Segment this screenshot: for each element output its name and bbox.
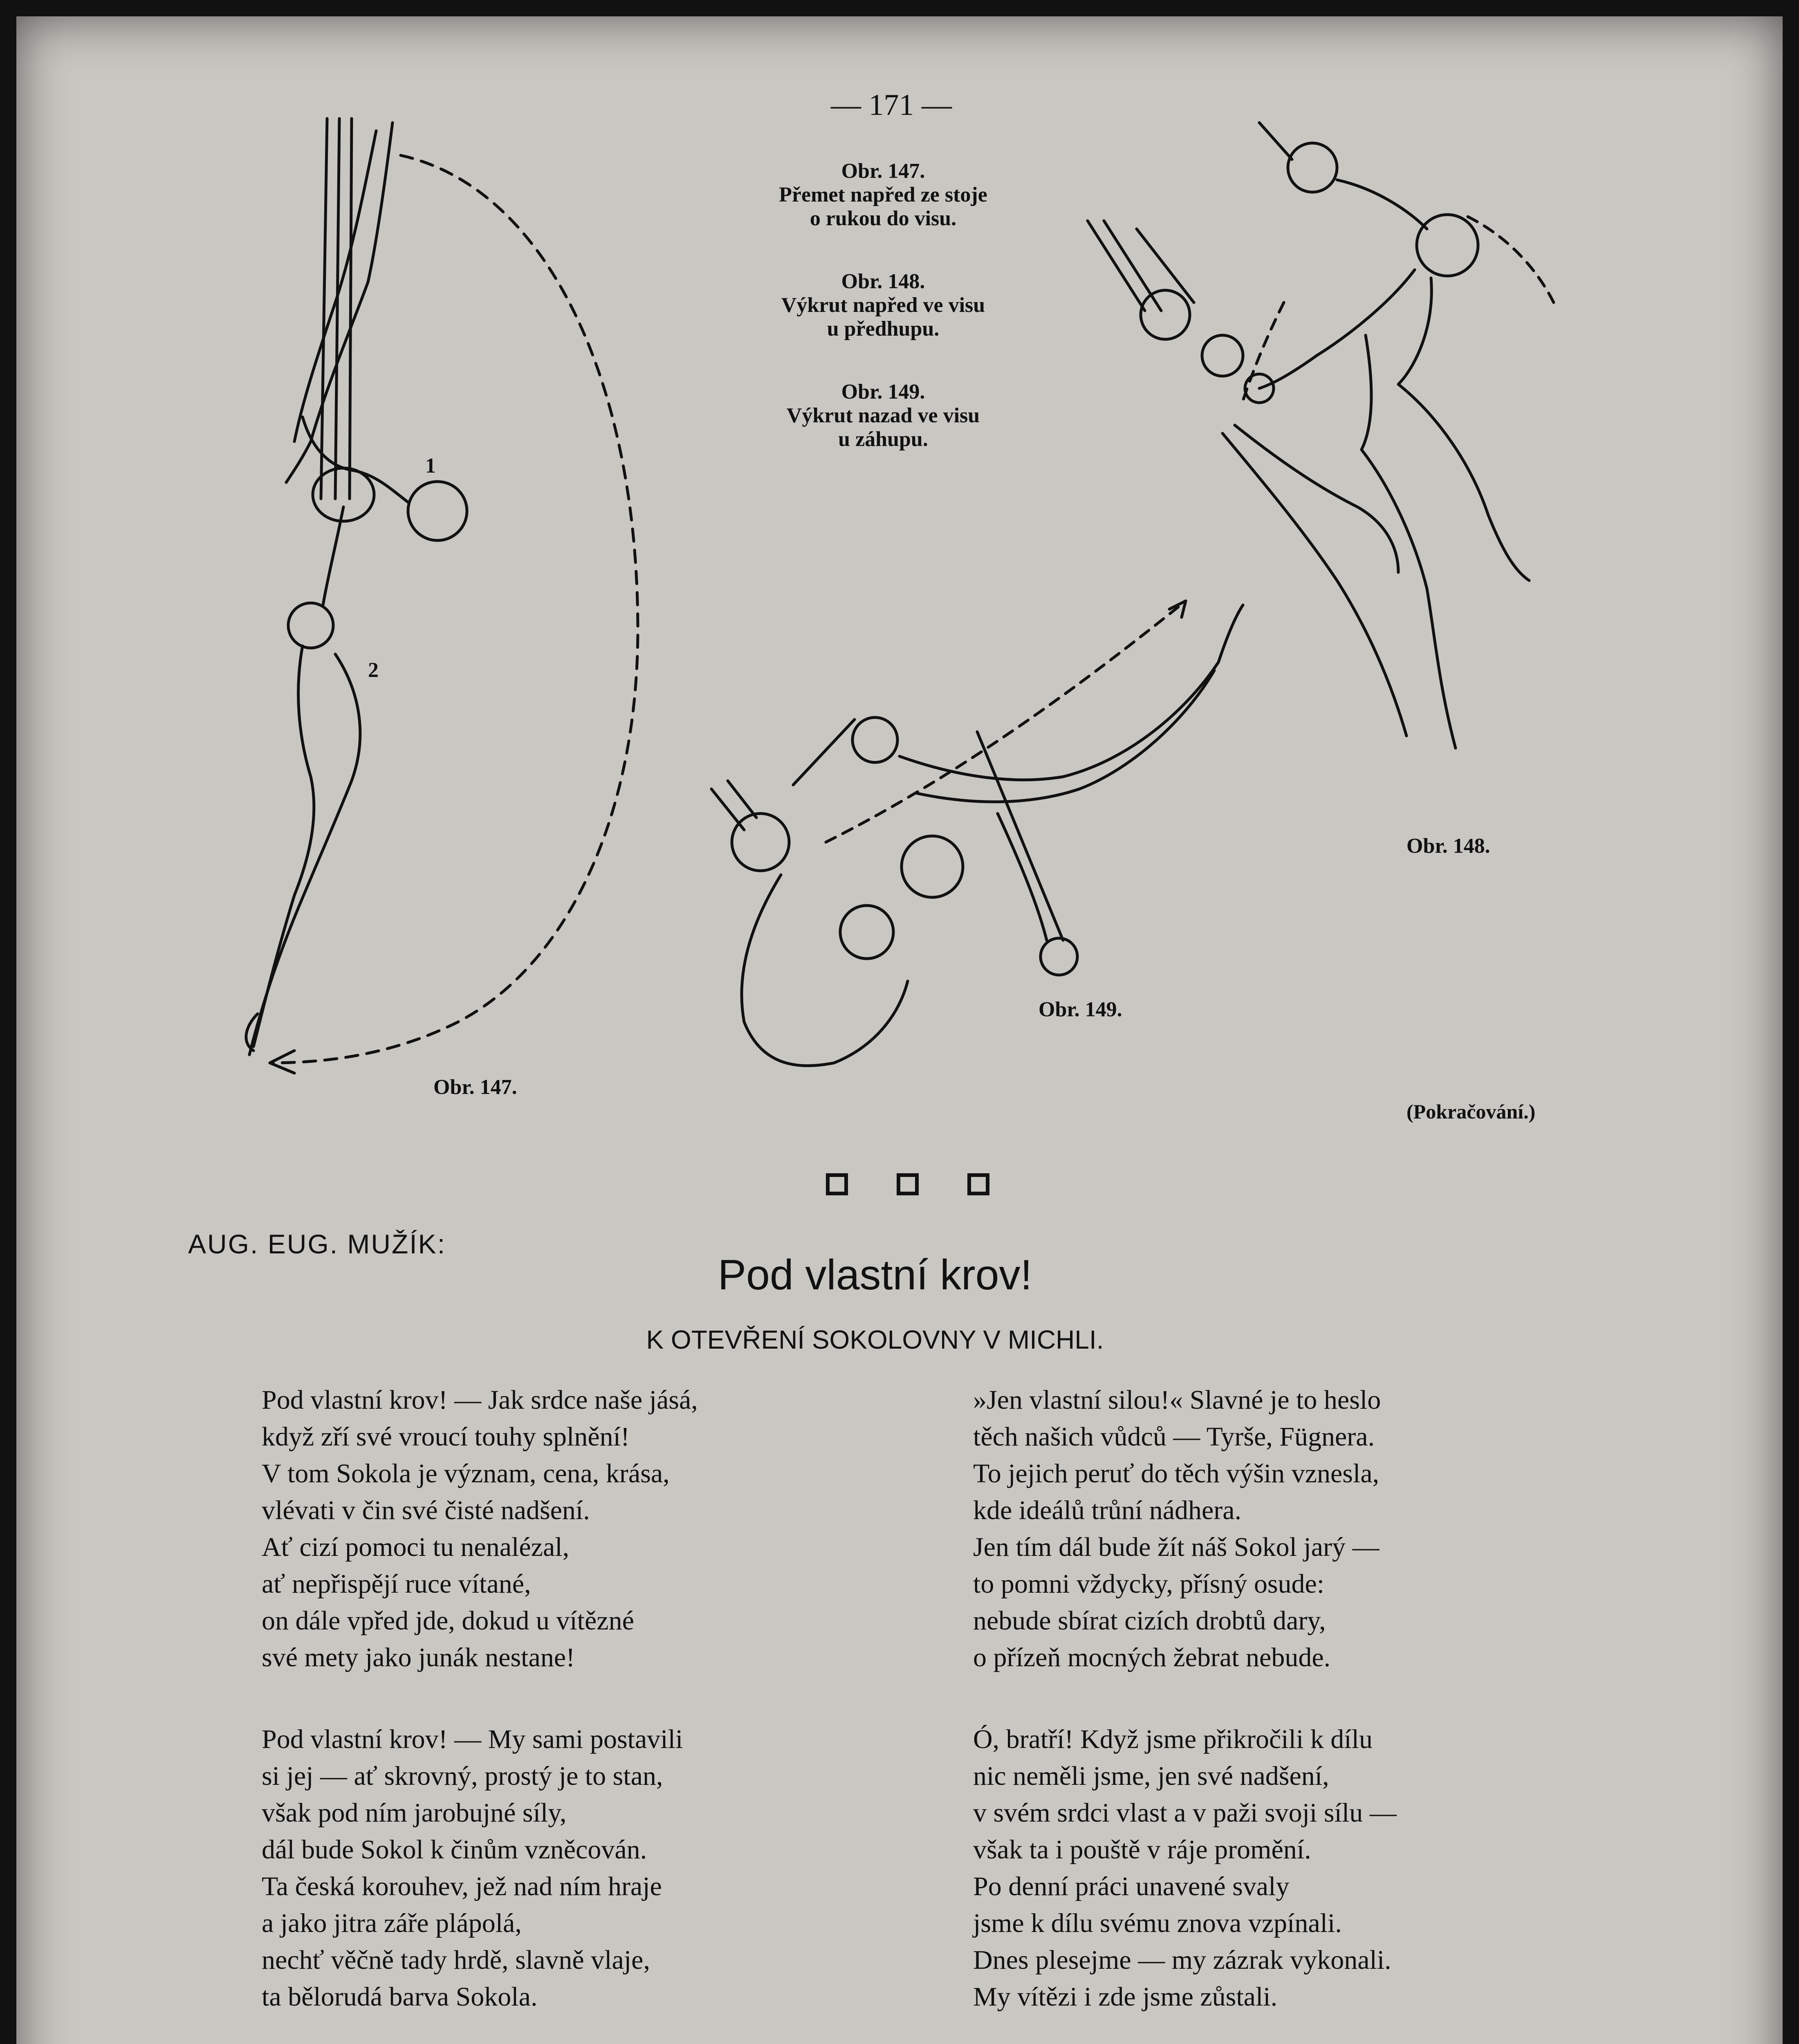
verse-line: a jako jitra záře plápolá, (262, 1908, 522, 1938)
continuation-note: (Pokračování.) (1406, 1100, 1536, 1123)
verse-line: vlévati v čin své čisté nadšení. (262, 1495, 590, 1525)
verse-line: však ta i pouště v ráje promění. (973, 1835, 1311, 1865)
verse-line: on dále vpřed jde, dokud u vítězné (262, 1606, 634, 1636)
verse-line: Pod vlastní krov! — Jak srdce naše jásá, (262, 1385, 698, 1415)
figure-147-drawing (246, 119, 638, 1073)
stanza-left-2 (262, 1721, 683, 2015)
caption-148-number: Obr. 148. (841, 270, 925, 293)
poem-author: AUG. EUG. MUŽÍK: (188, 1229, 446, 1259)
divider-box (967, 1173, 989, 1195)
verse-line: My vítězi i zde jsme zůstali. (973, 1982, 1278, 2012)
verse-line: Po denní práci unavené svaly (973, 1871, 1290, 1901)
caption-149 (654, 380, 1112, 451)
verse-line: ať nepřispějí ruce vítané, (262, 1569, 531, 1599)
verse-line: Dnes plesejme — my zázrak vykonali. (973, 1945, 1391, 1975)
poem-title: Pod vlastní krov! (718, 1251, 1032, 1299)
figure-149-label: Obr. 149. (1039, 998, 1122, 1021)
verse-line: Ta česká korouhev, jež nad ním hraje (262, 1871, 662, 1901)
caption-148 (654, 270, 1112, 341)
verse-line: Jen tím dál bude žít náš Sokol jarý — (973, 1532, 1380, 1562)
verse-line: nechť věčně tady hrdě, slavně vlaje, (262, 1945, 650, 1975)
caption-149-line-2: u záhupu. (838, 428, 928, 451)
page-number: — 171 — (831, 88, 952, 122)
stanza-right-1 (973, 1382, 1381, 1676)
caption-147-number: Obr. 147. (841, 159, 925, 183)
page (16, 16, 1783, 2044)
verse-line: však pod ním jarobujné síly, (262, 1798, 567, 1828)
caption-147-line-2: o rukou do visu. (810, 207, 957, 230)
caption-148-line-1: Výkrut napřed ve visu (781, 294, 985, 317)
verse-line: ta bělorudá barva Sokola. (262, 1982, 538, 2012)
verse-line: nic neměli jsme, jen své nadšení, (973, 1761, 1329, 1791)
caption-149-line-1: Výkrut nazad ve visu (786, 404, 980, 427)
verse-line: v svém srdci vlast a v paži svoji sílu — (973, 1798, 1397, 1828)
stanza-left-1 (262, 1382, 698, 1676)
verse-line: to pomni vždycky, přísný osude: (973, 1569, 1325, 1599)
caption-147 (654, 159, 1112, 231)
caption-148-line-2: u předhupu. (827, 317, 940, 341)
section-divider (826, 1173, 989, 1202)
verse-line: kde ideálů trůní nádhera. (973, 1495, 1242, 1525)
verse-line: jsme k dílu svému znova vzpínali. (973, 1908, 1342, 1938)
divider-box (826, 1173, 848, 1195)
caption-147-line-1: Přemet napřed ze stoje (779, 183, 987, 206)
verse-line: když zří své vroucí touhy splnění! (262, 1422, 630, 1452)
stanza-right-2 (973, 1721, 1397, 2015)
verse-line: o přízeň mocných žebrat nebude. (973, 1643, 1331, 1672)
figure-147-label: Obr. 147. (433, 1076, 517, 1099)
verse-line: »Jen vlastní silou!« Slavné je to heslo (973, 1385, 1381, 1415)
verse-line: Pod vlastní krov! — My sami postavili (262, 1724, 683, 1754)
verse-line: Ó, bratří! Když jsme přikročili k dílu (973, 1724, 1373, 1754)
verse-line: V tom Sokola je význam, cena, krása, (262, 1459, 670, 1488)
verse-line: dál bude Sokol k činům vzněcován. (262, 1835, 647, 1865)
verse-line: To jejich peruť do těch výšin vznesla, (973, 1459, 1380, 1488)
figure-147-marker-2: 2 (368, 659, 379, 682)
figure-149-drawing (711, 601, 1243, 1066)
verse-line: Ať cizí pomoci tu nenalézal, (262, 1532, 570, 1562)
figure-148-drawing (1088, 123, 1554, 748)
figure-148-label: Obr. 148. (1406, 834, 1490, 858)
verse-line: těch našich vůdců — Tyrše, Fügnera. (973, 1422, 1375, 1452)
divider-box (897, 1173, 919, 1195)
verse-line: své mety jako junák nestane! (262, 1643, 575, 1672)
verse-line: nebude sbírat cizích drobtů dary, (973, 1606, 1326, 1636)
verse-line: si jej — ať skrovný, prostý je to stan, (262, 1761, 663, 1791)
figure-147-marker-1: 1 (425, 454, 436, 477)
caption-149-number: Obr. 149. (841, 380, 925, 403)
poem-subtitle: K OTEVŘENÍ SOKOLOVNY V MICHLI. (646, 1325, 1104, 1354)
